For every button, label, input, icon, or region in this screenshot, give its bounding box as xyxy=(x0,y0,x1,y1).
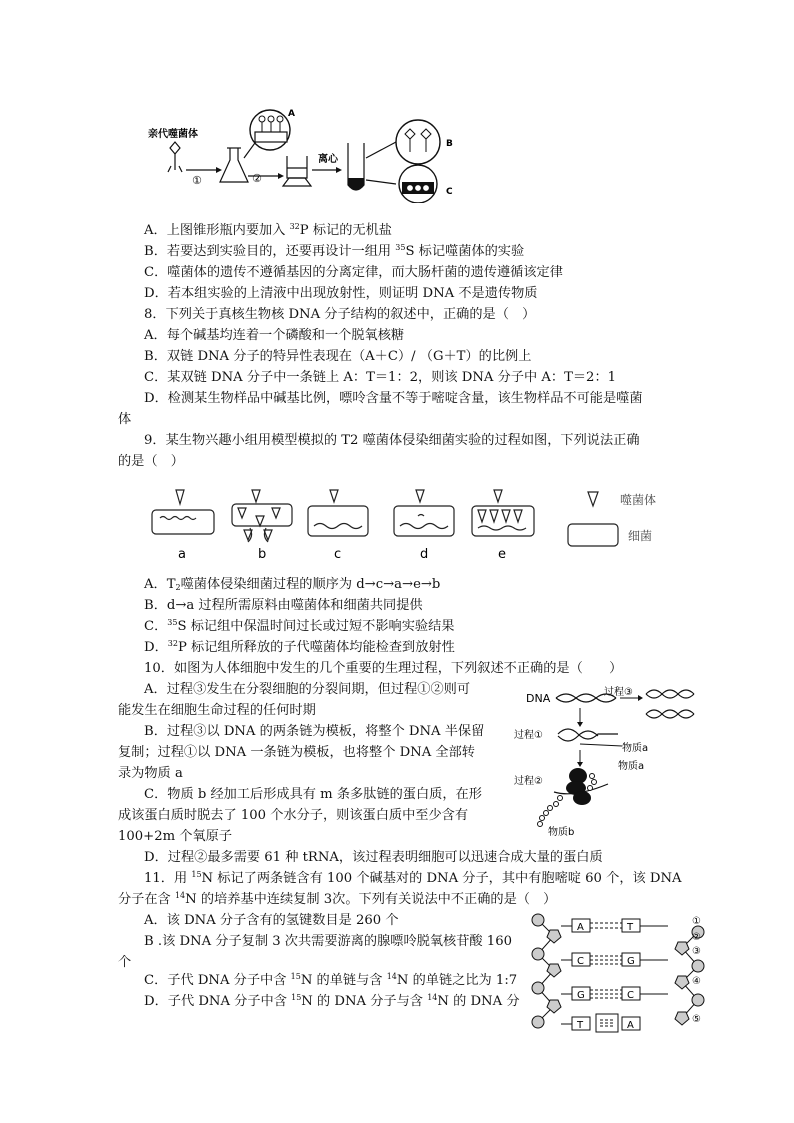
q10-option-c-line3: 100+2m 个氧原子 xyxy=(118,829,233,844)
centrifuge-label: 离心 xyxy=(318,154,338,165)
q9-stem-line2: 的是（ ） xyxy=(118,454,184,469)
process2-label: 过程② xyxy=(514,776,543,787)
process1-label: 过程① xyxy=(514,730,543,741)
left-base-3: G xyxy=(577,990,585,1001)
q8-stem: 8．下列关于真核生物核 DNA 分子结构的叙述中，正确的是（ ） xyxy=(144,307,536,322)
q11-option-c: C．子代 DNA 分子中含 $^{15}$N 的单链与含 $^{14}$N 的单链之比为 1:7 xyxy=(144,972,518,988)
q11-option-d: D．子代 DNA 分子中含 $^{15}$N 的 DNA 分子与含 $^{14}$N 的 DNA 分 xyxy=(144,993,520,1009)
q8-option-a: A．每个碱基均连着一个磷酸和一个脱氧核糖 xyxy=(144,328,405,343)
marker-3: ③ xyxy=(692,946,701,957)
marker-5: ⑤ xyxy=(692,1014,701,1025)
q10-option-a-line2: 能发生在细胞生命过程的任何时期 xyxy=(118,703,316,718)
model-d xyxy=(394,490,454,536)
q8-option-d-line2: 体 xyxy=(118,412,132,427)
q10-option-c-line1: C．物质 b 经加工后形成具有 m 条多肽链的蛋白质，在形 xyxy=(144,787,482,802)
left-base-2: C xyxy=(577,956,584,967)
legend-bacteria-icon xyxy=(568,524,618,546)
q10-stem: 10．如图为人体细胞中发生的几个重要的生理过程，下列叙述不正确的是（ ） xyxy=(144,661,623,676)
ribosome-icon xyxy=(566,768,591,805)
beaker-icon xyxy=(283,156,311,186)
gene-expression-figure xyxy=(510,680,700,840)
model-a xyxy=(152,490,214,534)
phage-experiment-figure xyxy=(140,108,480,203)
material-b-label: 物质b xyxy=(548,827,575,838)
flask-icon xyxy=(220,148,248,182)
process3-label: 过程③ xyxy=(604,687,633,698)
q10-option-c-line2: 成该蛋白质时脱去了 100 个水分子，则该蛋白质中至少含有 xyxy=(118,808,469,823)
right-base-2: G xyxy=(627,956,635,967)
parent-phage-label: 亲代噬菌体 xyxy=(148,129,198,140)
q10-option-d: D．过程②最多需要 61 种 tRNA，该过程表明细胞可以迅速合成大量的蛋白质 xyxy=(144,850,603,865)
infected-bacteria-circle-A xyxy=(250,110,290,150)
model-label-c: c xyxy=(334,547,342,562)
precipitate-circle-C xyxy=(399,165,437,203)
q7-option-c: C．噬菌体的遗传不遵循基因的分离定律，而大肠杆菌的遗传遵循该定律 xyxy=(144,265,563,280)
legend-phage-icon xyxy=(588,492,598,506)
marker-2: ② xyxy=(692,932,701,943)
test-tube-icon xyxy=(348,143,364,190)
q11-stem-line2: 分子在含 $^{14}$N 的培养基中连续复制 3次。下列有关说法中不正确的是（ ） xyxy=(118,891,557,907)
q10-option-b-line1: B．过程③以 DNA 的两条链为模板，将整个 DNA 半保留 xyxy=(144,724,485,739)
q10-option-b-line2: 复制；过程①以 DNA 一条链为模板，也将整个 DNA 全部转 xyxy=(118,745,475,760)
material-a-label-2: 物质a xyxy=(618,761,645,772)
q11-option-b-line2: 个 xyxy=(118,955,132,970)
right-base-1: T xyxy=(627,922,634,933)
model-label-d: d xyxy=(420,547,429,562)
q10-option-a-line1: A．过程③发生在分裂细胞的分裂间期，但过程①②则可 xyxy=(144,682,471,697)
parent-phage-icon xyxy=(168,142,182,172)
right-base-3: C xyxy=(627,990,634,1001)
model-e xyxy=(472,490,534,536)
left-base-1: A xyxy=(577,922,584,933)
material-a-label-1: 物质a xyxy=(622,743,649,754)
model-c xyxy=(308,490,368,536)
q7-option-a: A．上图锥形瓶内要加入 $^{32}$P 标记的无机盐 xyxy=(144,222,392,238)
q9-option-d: D．$^{32}$P 标记组所释放的子代噬菌体均能检查到放射性 xyxy=(144,639,455,655)
marker-1: ① xyxy=(692,916,701,927)
q8-option-d-line1: D．检测某生物样品中碱基比例，嘌呤含量不等于嘧啶含量，该生物样品不可能是噬菌 xyxy=(144,391,643,406)
legend-phage-label: 噬菌体 xyxy=(620,493,657,507)
marker-4: ④ xyxy=(692,976,701,987)
dna-label: DNA xyxy=(526,692,551,705)
label-A: A xyxy=(288,109,295,119)
step2-label: ② xyxy=(252,172,262,185)
q7-option-d: D．若本组实验的上清液中出现放射性，则证明 DNA 不是遗传物质 xyxy=(144,286,538,301)
q11-option-a: A．该 DNA 分子含有的氢键数目是 260 个 xyxy=(144,913,399,928)
label-B: B xyxy=(446,139,453,149)
supernatant-circle-B xyxy=(396,120,440,164)
legend-bacteria-label: 细菌 xyxy=(628,529,653,543)
q9-option-c: C．$^{35}$S 标记组中保温时间过长或过短不影响实验结果 xyxy=(144,618,455,634)
model-label-b: b xyxy=(258,547,267,562)
q9-option-a: A．$T_2$噬菌体侵染细菌过程的顺序为 d→c→a→e→b xyxy=(144,577,441,592)
q7-option-b: B．若要达到实验目的，还要再设计一组用 $^{35}$S 标记噬菌体的实验 xyxy=(144,243,525,259)
q9-option-b: B．d→a 过程所需原料由噬菌体和细菌共同提供 xyxy=(144,598,423,613)
step1-label: ① xyxy=(192,174,202,187)
q9-stem-line1: 9．某生物兴趣小组用模型模拟的 T2 噬菌体侵染细菌实验的过程如图，下列说法正确 xyxy=(144,433,640,448)
left-base-4: T xyxy=(577,1020,584,1031)
q8-option-c: C．某双链 DNA 分子中一条链上 A：T＝1：2，则该 DNA 分子中 A：T＝2：1 xyxy=(144,370,617,385)
label-C: C xyxy=(446,187,453,197)
q11-stem-line1: 11．用 $^{15}$N 标记了两条链含有 100 个碱基对的 DNA 分子，其中有胞嘧啶 60 个，该 DNA xyxy=(144,870,682,886)
model-label-a: a xyxy=(178,547,186,562)
dna-structure-figure xyxy=(528,910,718,1040)
q8-option-b: B．双链 DNA 分子的特异性表现在（A＋C）/ （G＋T）的比例上 xyxy=(144,349,532,364)
right-base-4: A xyxy=(627,1020,634,1031)
model-label-e: e xyxy=(498,547,506,562)
q10-option-b-line3: 录为物质 a xyxy=(118,766,183,781)
model-b xyxy=(232,490,292,542)
q11-option-b-line1: B .该 DNA 分子复制 3 次共需要游离的腺嘌呤脱氧核苷酸 160 xyxy=(144,934,512,949)
phage-infection-model-figure xyxy=(148,486,708,566)
